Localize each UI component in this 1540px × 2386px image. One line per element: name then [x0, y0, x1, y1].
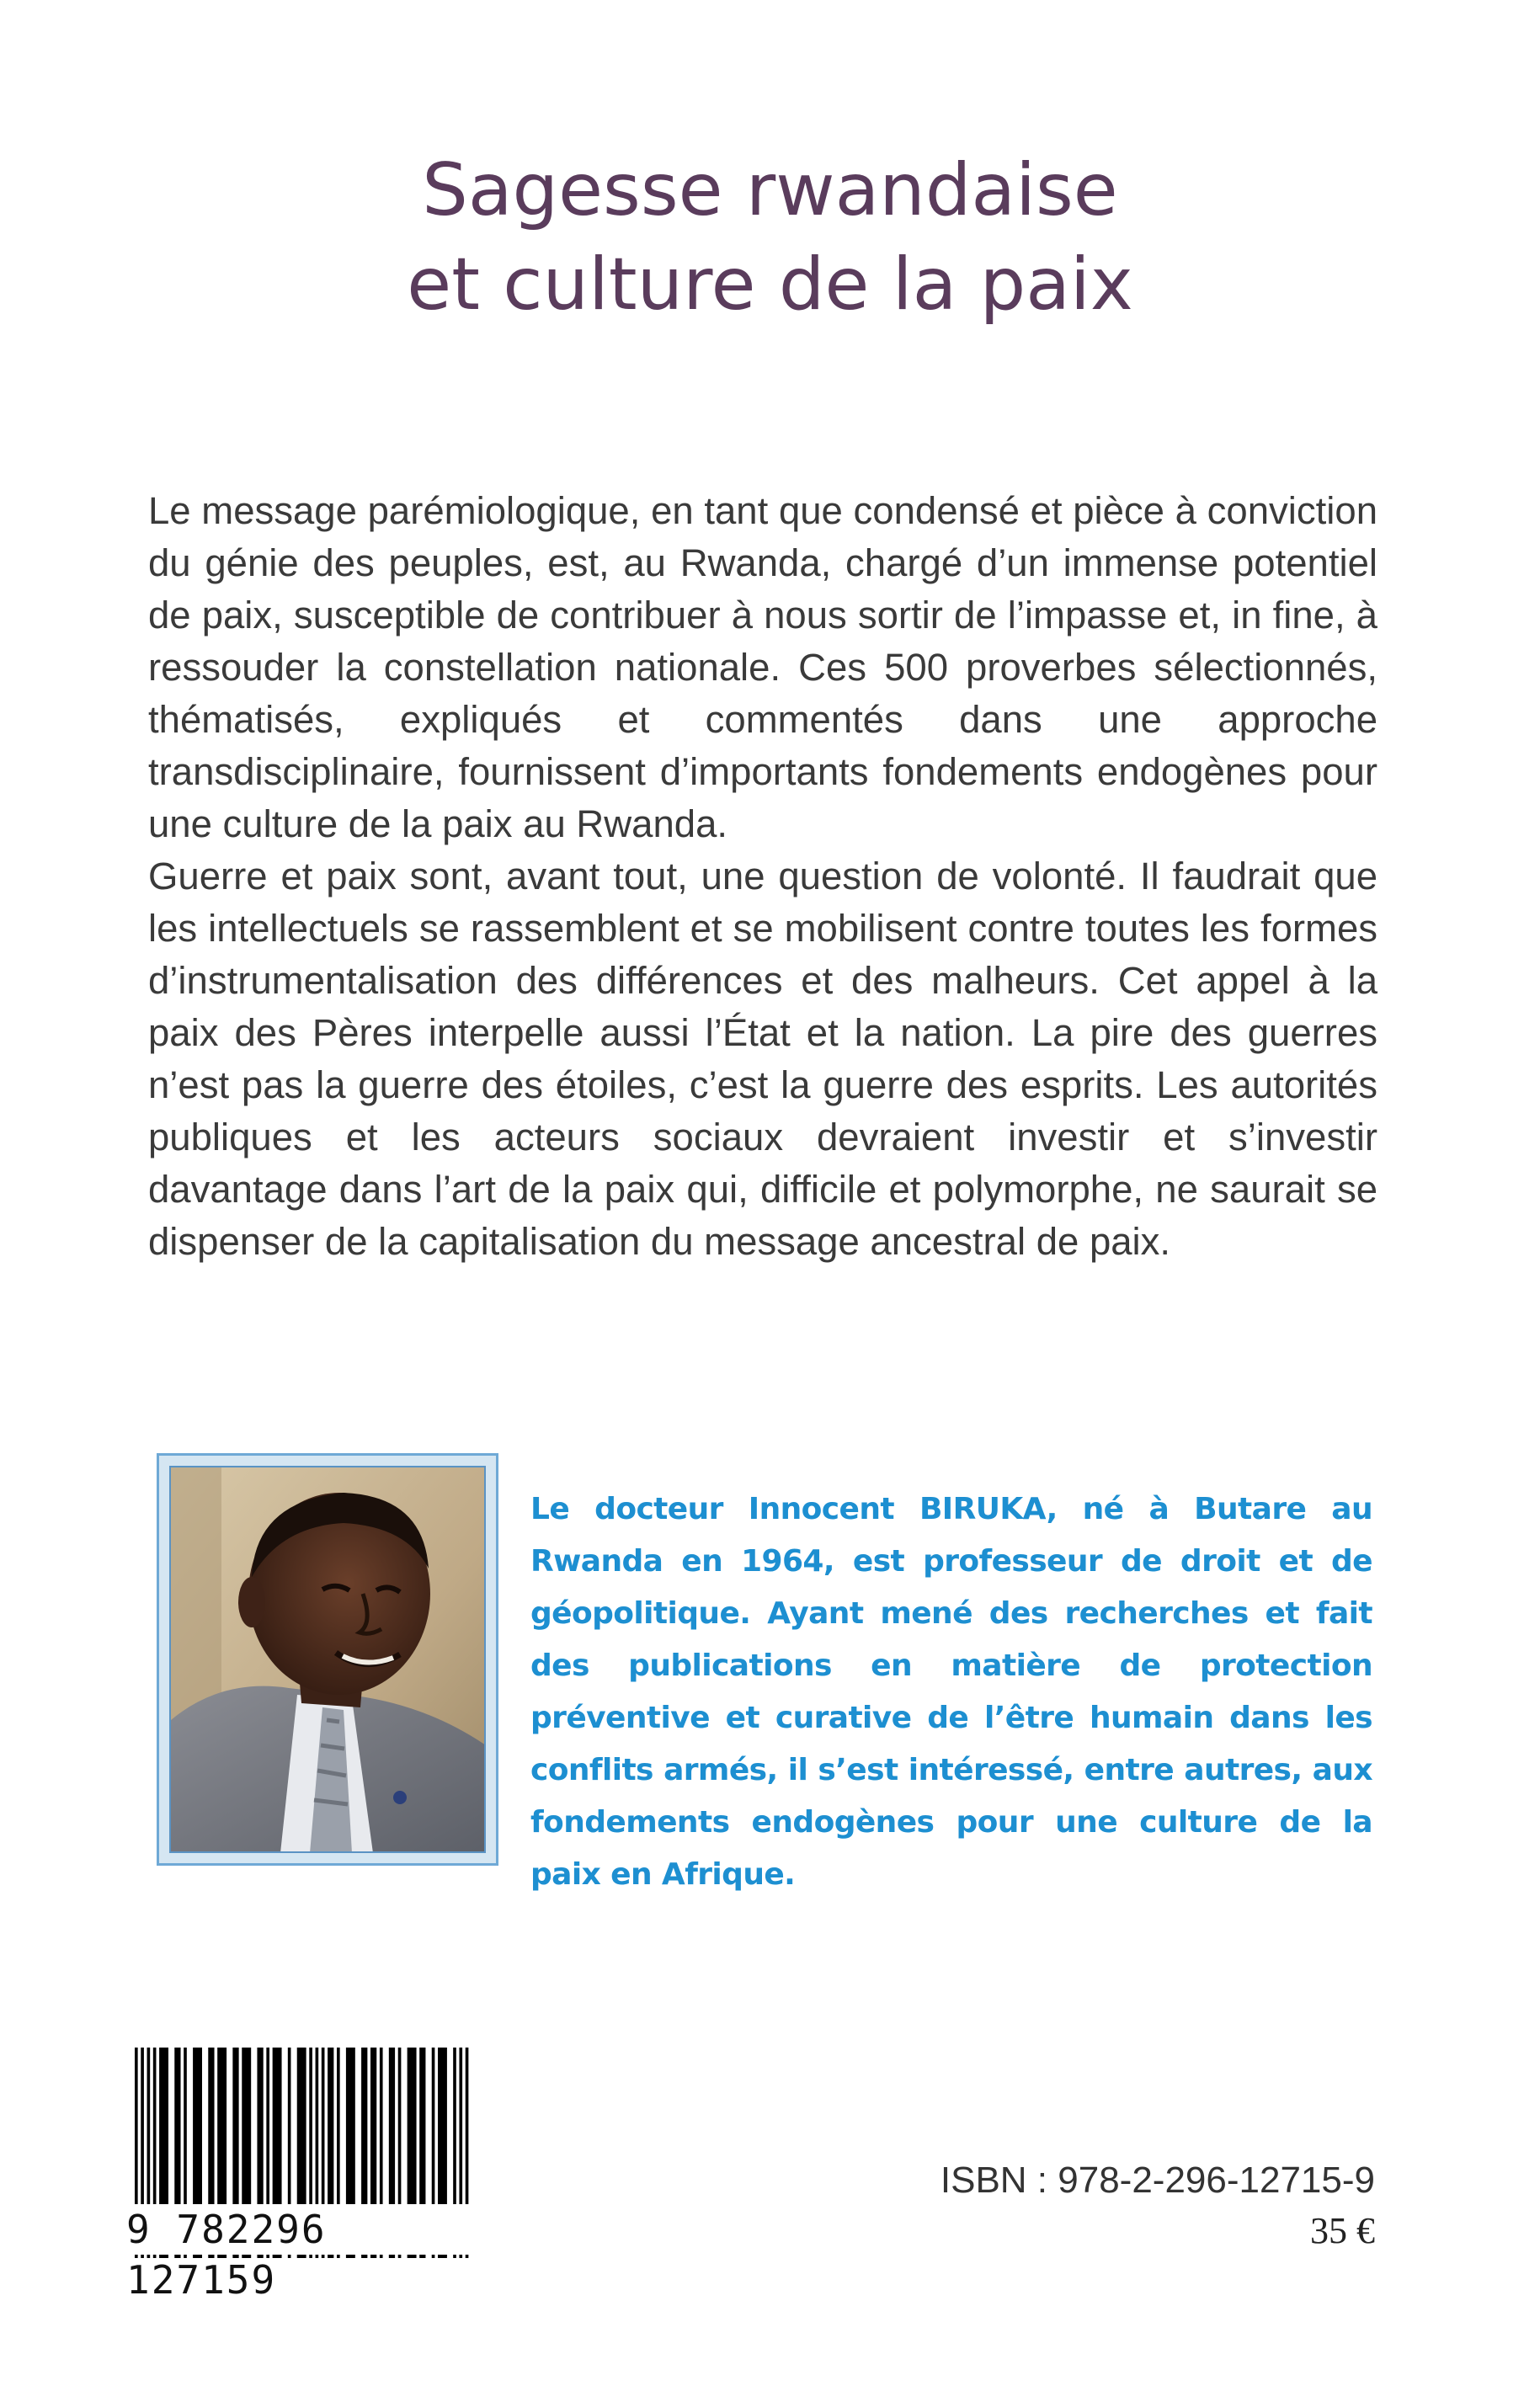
author-photo-frame: [157, 1453, 498, 1866]
author-portrait-illustration: [171, 1467, 486, 1853]
book-summary: [148, 485, 1377, 1268]
barcode-digits: 9 782296 127159: [126, 2204, 480, 2255]
summary-paragraph-1: Le message parémiologique, en tant que condensé et pièce à conviction du génie des peuples, est, au Rwanda, chargé d’un immense potentiel de paix, susceptible de contribuer à nous sortir de l’impasse et, in fine, à ressouder la constellation nationale. Ces 500 proverbes sélectionnés, thématisés, expliqués et commentés dans une approche transdisciplinaire, fournissent d’importants fondements endogènes pour une culture de la paix au Rwanda.: [148, 489, 1377, 845]
author-biography: Le docteur Innocent BIRUKA, né à Butare au Rwanda en 1964, est professeur de droit et de géopolitique. Ayant mené des recherches et fait des publications en matière de protection préventive et curative de l’être humain dans les conflits armés, il s’est intéressé, entre autres, aux fondements endogènes pour une culture de la paix en Afrique.: [530, 1492, 1372, 1892]
price: 35 €: [1310, 2210, 1375, 2251]
book-title: [0, 143, 1540, 332]
summary-paragraph-2: Guerre et paix sont, avant tout, une question de volonté. Il faudrait que les intellectuels se rassemblent et se mobilisent contre toutes les formes d’instrumentalisation des différences et des malheurs. Cet appel à la paix des Pères interpelle aussi l’État et la nation. La pire des guerres n’est pas la guerre des étoiles, c’est la guerre des esprits. Les autorités publiques et les acteurs sociaux devraient investir et s’investir davantage dans l’art de la paix qui, difficile et polymorphe, ne saurait se dispenser de la capitalisation du message ancestral de paix.: [148, 855, 1377, 1263]
isbn-number: ISBN : 978-2-296-12715-9: [940, 2160, 1375, 2201]
author-photo: [169, 1466, 486, 1853]
book-title-line-1: Sagesse rwandaise: [422, 148, 1118, 232]
book-title-line-2: et culture de la paix: [407, 242, 1133, 327]
